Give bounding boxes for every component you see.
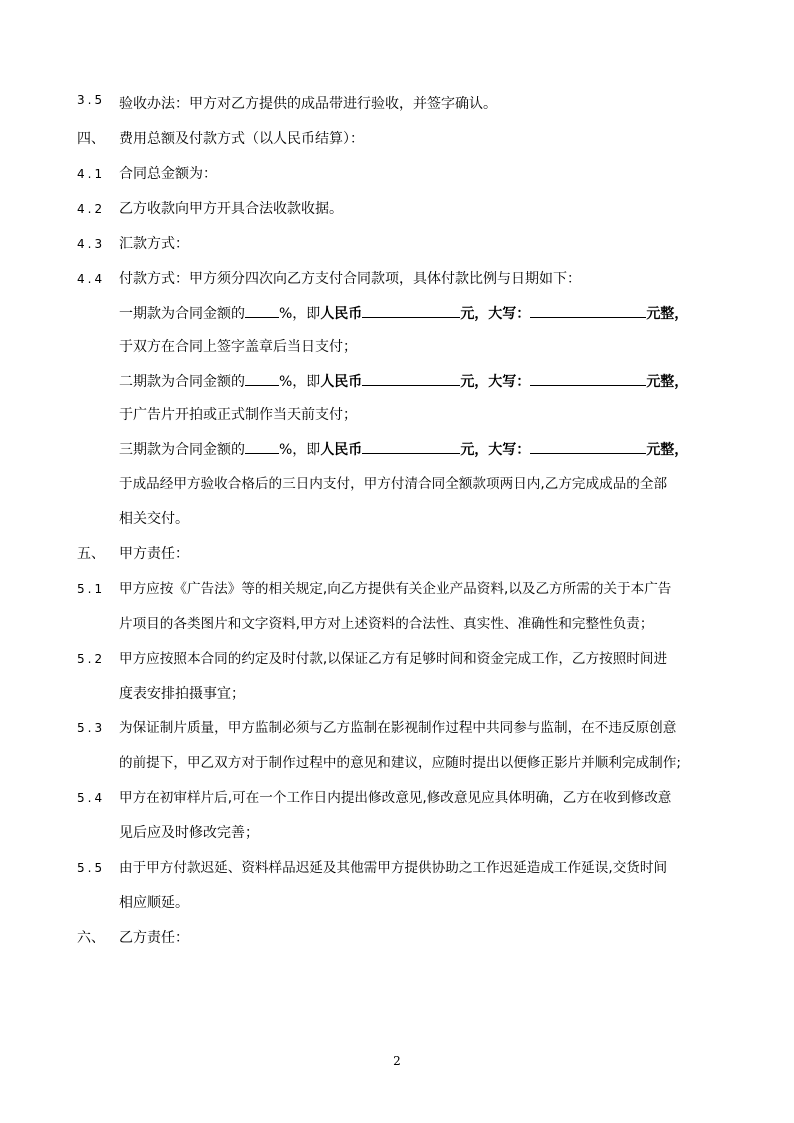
section-title: 乙方责任： <box>119 930 189 946</box>
clause-text: 由于甲方付款迟延、资料样品迟延及其他需甲方提供协助之工作迟延造成工作延误,交货时间 <box>119 860 668 876</box>
capital-amount-blank <box>530 371 646 386</box>
section-number: 五、 <box>77 546 105 562</box>
clause-number: 4.3 <box>77 237 106 251</box>
clause-5-3-cont: 的前提下，甲乙双方对于制作过程中的意见和建议，应随时提出以便修正影片并顺利完成制作; <box>119 755 681 771</box>
percent-unit: %，即 <box>279 442 321 458</box>
rmb-label: 人民币 <box>320 374 363 390</box>
amount-blank <box>362 371 460 386</box>
percent-unit: %，即 <box>279 374 321 390</box>
capital-label: 元，大写： <box>460 306 531 322</box>
clause-text: 为保证制片质量，甲方监制必须与乙方监制在影视制作过程中共同参与监制，在不违反原创意 <box>119 720 677 736</box>
payment-3-condition: 于成品经甲方验收合格后的三日内支付，甲方付清合同全额款项两日内,乙方完成成品的全部 <box>119 476 668 492</box>
payment-3-line <box>119 439 688 460</box>
amount-blank <box>362 439 460 454</box>
percent-blank <box>245 371 279 386</box>
clause-text: 甲方在初审样片后,可在一个工作日内提出修改意见,修改意见应具体明确，乙方在收到修改意 <box>119 790 672 806</box>
percent-blank <box>245 439 279 454</box>
percent-unit: %，即 <box>279 306 321 322</box>
capital-amount-blank <box>530 439 646 454</box>
clause-5-1-cont: 片项目的各类图片和文字资料,甲方对上述资料的合法性、真实性、准确性和完整性负责； <box>119 616 654 632</box>
clause-number: 5.2 <box>77 652 106 666</box>
clause-text: 验收办法：甲方对乙方提供的成品带进行验收，并签字确认。 <box>119 96 497 112</box>
section-number: 六、 <box>77 930 105 946</box>
capital-amount-blank <box>530 303 646 318</box>
payment-2-condition: 于广告片开拍或正式制作当天前支付； <box>119 407 357 423</box>
clause-number: 5.5 <box>77 861 106 875</box>
clause-text: 乙方收款向甲方开具合法收款收据。 <box>119 201 343 217</box>
clause-text: 甲方应按照本合同的约定及时付款,以保证乙方有足够时间和资金完成工作，乙方按照时间进 <box>119 651 668 667</box>
capital-label: 元，大写： <box>460 442 531 458</box>
clause-number: 4.4 <box>77 272 106 286</box>
payment-label: 一期款为合同金额的 <box>119 306 245 322</box>
rmb-label: 人民币 <box>320 442 363 458</box>
clause-5-2-cont: 度表安排拍摄事宜； <box>119 686 245 702</box>
payment-1-line <box>119 303 688 324</box>
payment-2-line <box>119 371 688 392</box>
section-title: 费用总额及付款方式（以人民币结算）： <box>119 131 364 147</box>
amount-blank <box>362 303 460 318</box>
clause-number: 3.5 <box>77 93 106 107</box>
clause-text: 付款方式：甲方须分四次向乙方支付合同款项，具体付款比例与日期如下： <box>119 271 581 287</box>
clause-text: 甲方应按《广告法》等的相关规定,向乙方提供有关企业产品资料,以及乙方所需的关于本广告 <box>119 581 672 597</box>
capital-label: 元，大写： <box>460 374 531 390</box>
rmb-label: 人民币 <box>320 306 363 322</box>
yuan-zheng: 元整， <box>646 306 689 322</box>
payment-label: 二期款为合同金额的 <box>119 374 245 390</box>
clause-5-4-cont: 见后应及时修改完善； <box>119 825 259 841</box>
page-number: 2 <box>393 1054 401 1068</box>
clause-number: 4.2 <box>77 202 106 216</box>
payment-1-condition: 于双方在合同上签字盖章后当日支付； <box>119 339 357 355</box>
clause-number: 4.1 <box>77 167 106 181</box>
payment-label: 三期款为合同金额的 <box>119 442 245 458</box>
yuan-zheng: 元整， <box>646 442 689 458</box>
yuan-zheng: 元整， <box>646 374 689 390</box>
clause-5-5-cont: 相应顺延。 <box>119 895 189 911</box>
section-number: 四、 <box>77 131 105 147</box>
clause-text: 合同总金额为： <box>119 166 217 182</box>
clause-number: 5.1 <box>77 582 106 596</box>
percent-blank <box>245 303 279 318</box>
clause-number: 5.4 <box>77 791 106 805</box>
section-title: 甲方责任： <box>119 546 189 562</box>
clause-text: 汇款方式： <box>119 236 189 252</box>
clause-number: 5.3 <box>77 721 106 735</box>
payment-3-condition-cont: 相关交付。 <box>119 511 189 527</box>
